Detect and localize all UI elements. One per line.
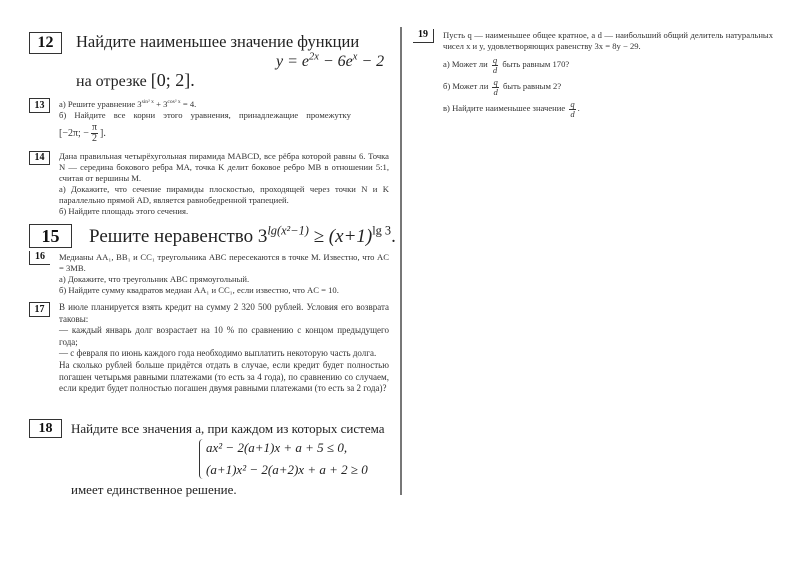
text: б) Может ли — [443, 81, 489, 92]
denominator: d — [493, 86, 498, 97]
problem-13-part-b: б) Найдите все корни этого уравнения, принадлежащие промежутку — [59, 110, 351, 120]
interval-left: [−2π; − — [59, 127, 89, 139]
problem-19-number: 19 — [413, 29, 434, 43]
denominator: 2 — [91, 133, 97, 144]
text: а) Может ли — [443, 59, 488, 70]
problem-14-number: 14 — [29, 151, 50, 165]
system-equation-1: ax² − 2(a+1)x + a + 5 ≤ 0, — [206, 440, 348, 455]
problem-14-statement: Дана правильная четырёхугольная пирамида MABCD, все рёбра которой равны 6. Точка N — середина бокового ребра MA, точка K делит боковое ребро MB в отношении 5:1, считая от вершины M. — [59, 151, 389, 183]
problem-12-interval — [76, 70, 195, 91]
interval-value: [0; 2]. — [150, 70, 195, 90]
relation: ≥ (x+1) — [308, 226, 373, 247]
problem-18-text: Найдите все значения a, при каждом из которых система — [71, 421, 385, 436]
problem-17-intro: В июле планируется взять кредит на сумму 2 320 500 рублей. Условия его возврата таковы: — [59, 302, 389, 324]
q-over-d-fraction — [492, 78, 498, 96]
end: . — [391, 226, 396, 247]
text: а) Решите уравнение 3 — [59, 99, 142, 109]
interval-right: ]. — [100, 127, 106, 139]
problem-13-part-a — [59, 99, 389, 110]
problem-15-formula — [257, 223, 396, 247]
problem-12-formula — [276, 53, 384, 71]
formula-part: − 2 — [357, 53, 385, 70]
formula-part: y = e — [276, 53, 309, 70]
system-equation-2: (a+1)x² − 2(a+2)x + a + 2 ≥ 0 — [206, 462, 368, 477]
problem-13-body — [59, 99, 389, 144]
pi-over-two-fraction — [91, 123, 98, 144]
column-divider — [400, 27, 402, 495]
exponent: cos² x — [167, 99, 181, 106]
numerator: q — [492, 55, 498, 65]
problem-17-body — [59, 302, 389, 395]
denominator: d — [492, 64, 498, 75]
problem-19-part-c — [443, 100, 773, 118]
exponent-right: lg 3 — [372, 223, 392, 238]
denominator: d — [570, 108, 575, 119]
problem-14-part-b: б) Найдите площадь этого сечения. — [59, 206, 189, 216]
numerator: π — [91, 122, 97, 133]
exponent: sin² x — [141, 99, 154, 106]
problem-14-part-a: а) Докажите, что сечение пирамиды плоскостью, проходящей через точки N и K параллельно прямой AD, является равнобедренной трапецией. — [59, 184, 389, 205]
problem-19-body — [443, 30, 773, 119]
exponent-left: lg(x²−1) — [267, 223, 309, 238]
problem-19-part-b — [443, 78, 773, 96]
problem-17-number: 17 — [29, 302, 50, 317]
problem-13-number: 13 — [29, 98, 50, 113]
problem-16-part-a: а) Докажите, что треугольник ABC прямоугольный. — [59, 274, 250, 284]
problem-19-part-a — [443, 56, 773, 74]
problem-13-interval — [59, 123, 389, 144]
base: 3 — [257, 226, 268, 247]
q-over-d-fraction — [492, 56, 498, 74]
problem-16-number: 16 — [29, 251, 50, 265]
problem-16-body — [59, 252, 389, 296]
problem-14-body — [59, 151, 389, 217]
formula-exponent: x — [352, 51, 358, 63]
interval-prefix: на отрезке — [76, 73, 147, 90]
text: + 3 — [153, 99, 168, 109]
numerator: q — [493, 77, 498, 88]
problem-18-number: 18 — [29, 419, 62, 438]
problem-18-conclusion: имеет единственное решение. — [71, 482, 237, 497]
problem-12-text: Найдите наименьшее значение функции — [76, 32, 360, 51]
formula-exponent: 2x — [309, 51, 319, 63]
text: . — [577, 103, 580, 114]
text: в) Найдите наименьшее значение — [443, 103, 566, 114]
text: = 4. — [180, 99, 197, 109]
problem-15-number: 15 — [29, 224, 72, 248]
problem-19-statement: Пусть q — наименьшее общее кратное, а d — наибольший общий делитель натуральных чисел x и y, удовлетворяющих равенству 3x = 8y − 29. — [443, 30, 773, 51]
problem-17-condition-1: — каждый январь долг возрастает на 10 % по сравнению с концом предыдущего года; — [59, 325, 389, 347]
problem-18-system — [199, 437, 368, 481]
problem-15-text: Решите неравенство — [89, 226, 254, 247]
formula-part: − 6e — [318, 53, 353, 70]
problem-16-part-b: б) Найдите сумму квадратов медиан AA₁ и CC₁, если известно, что AC = 10. — [59, 285, 339, 295]
numerator: q — [570, 99, 575, 110]
text: быть равным 2? — [502, 81, 562, 92]
problem-15-body — [89, 223, 396, 248]
problem-16-statement: Медианы AA₁, BB₁ и CC₁ треугольника ABC пересекаются в точке M. Известно, что AC = 3MB. — [59, 252, 389, 273]
problem-17-condition-2: — с февраля по июнь каждого года необходимо выплатить некоторую часть долга. — [59, 348, 377, 359]
text: быть равным 170? — [502, 59, 570, 70]
system-brace — [199, 439, 205, 479]
q-over-d-fraction — [569, 100, 575, 118]
problem-17-question: На сколько рублей больше придётся отдать в случае, если кредит будет полностью погашен четырьмя равными платежами (то есть за 4 года), по сравнению со случаем, если кредит будет полностью погашен двумя равными платежами (то есть за 2 года)? — [59, 359, 389, 394]
problem-12-number: 12 — [29, 32, 62, 54]
